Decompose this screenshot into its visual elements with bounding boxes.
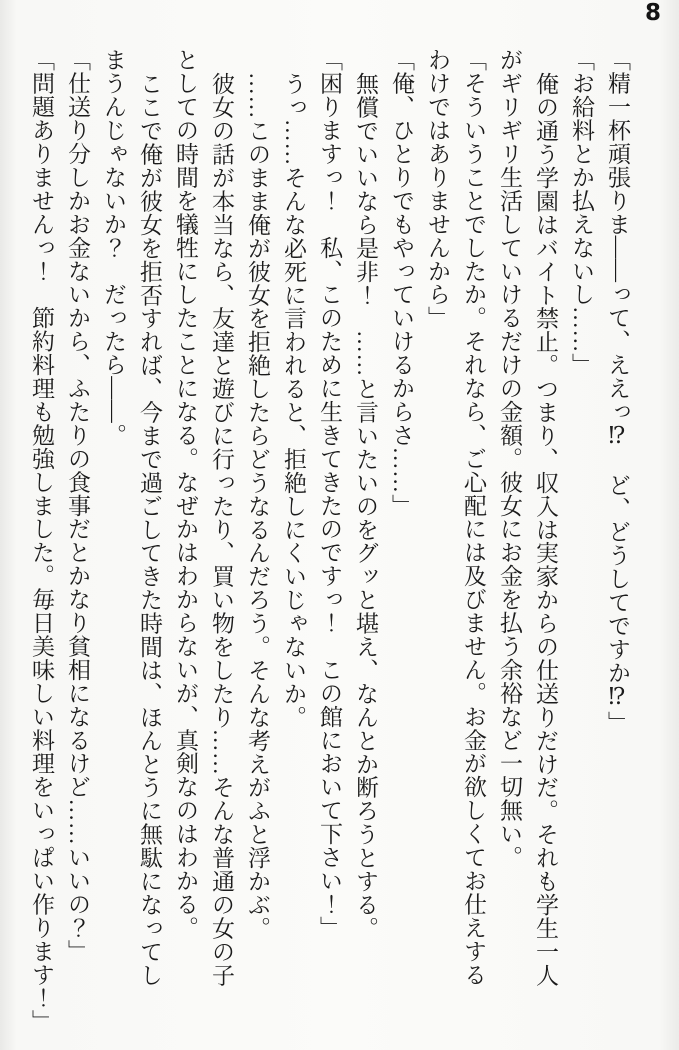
text-line: 「仕送り分しかお金ないから、ふたりの食事だとかなり貧相になるけど……いいの？」 bbox=[65, 48, 90, 963]
text-line: 「問題ありませんっ！ 節約料理も勉強しました。毎日美味しい料理をいっぱい作ります！」 bbox=[29, 48, 54, 1033]
text-line: 「俺、ひとりでもやっていけるからさ……」 bbox=[389, 48, 414, 517]
text-line: ここで俺が彼女を拒否すれば、今まで過ごしてきた時間は、ほんとうに無駄になってし bbox=[137, 71, 162, 987]
text-line: 「困りますっ！ 私、このために生きてきたのですっ！ この館において下さい！」 bbox=[317, 48, 342, 940]
text-columns bbox=[23, 48, 635, 1048]
text-line: 「お給料とか払えないし……」 bbox=[569, 48, 594, 377]
text-line: 「精一杯頑張りま――って、ええっ⁉ ど、どうしてですか⁉」 bbox=[605, 48, 630, 735]
text-line: がギリギリ生活していけるだけの金額。彼女にお金を払う余裕など一切無い。 bbox=[497, 48, 522, 869]
text-line: 彼女の話が本当なら、友達と遊びに行ったり、買い物をしたり……そんな普通の女の子 bbox=[209, 71, 234, 987]
text-line: まうんじゃないか？ だったら――。 bbox=[101, 48, 126, 447]
text-line: 無償でいいなら是非！ ……と言いたいのをグッと堪え、なんとか断ろうとする。 bbox=[353, 71, 378, 940]
text-line: 俺の通う学園はバイト禁止。つまり、収入は実家からの仕送りだけだ。それも学生一人 bbox=[533, 71, 558, 987]
text-line: うっ……そんな必死に言われると、拒絶しにくいじゃないか。 bbox=[281, 71, 306, 729]
text-line: 「そういうことでしたか。それなら、ご心配には及びません。お金が欲しくてお仕えする bbox=[461, 48, 486, 986]
text-line: としての時間を犠牲にしたことになる。なぜかはわからないが、真剣なのはわかる。 bbox=[173, 48, 198, 940]
text-line: わけではありませんから」 bbox=[425, 48, 450, 330]
page-number: 8 bbox=[644, 0, 661, 26]
text-line: ……このまま俺が彼女を拒絶したらどうなるんだろう。そんな考えがふと浮かぶ。 bbox=[245, 71, 270, 940]
